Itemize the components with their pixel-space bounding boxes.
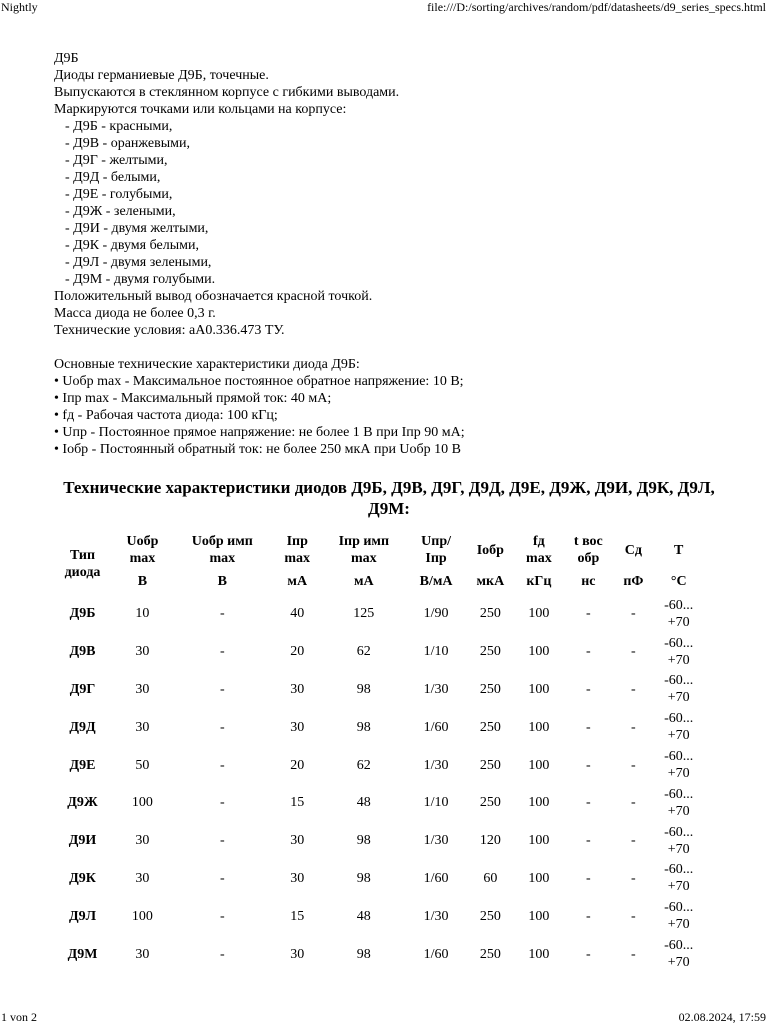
table-cell: - xyxy=(631,644,636,660)
table-cell: 20 xyxy=(290,644,305,660)
table-cell: 250 xyxy=(479,908,501,924)
diode-type-cell: Д9М xyxy=(67,946,98,962)
diode-type-cell: Д9Д xyxy=(69,719,96,735)
marking-item: - Д9К - двумя белыми, xyxy=(65,238,199,253)
marking-list xyxy=(54,118,734,288)
marking-item: - Д9Е - голубыми, xyxy=(65,187,173,202)
column-unit: пФ xyxy=(623,573,644,589)
table-cell: 1/90 xyxy=(423,606,449,622)
column-header: t вос обр xyxy=(573,534,603,566)
table-cell: 1/30 xyxy=(423,681,449,697)
table-cell: - xyxy=(586,644,591,660)
table-cell: 1/10 xyxy=(423,795,449,811)
diode-type-cell: Д9Ж xyxy=(67,795,98,811)
column-header: Тип диода xyxy=(64,548,101,580)
table-cell: - xyxy=(631,870,636,886)
table-cell: 48 xyxy=(356,908,371,924)
print-header-url: file:///D:/sorting/archives/random/pdf/datasheets/d9_series_specs.html xyxy=(427,0,766,14)
table-cell: 250 xyxy=(479,757,501,773)
intro-note: Масса диода не более 0,3 г. xyxy=(54,306,216,321)
column-header: Uобр max xyxy=(126,534,159,566)
marking-item: - Д9В - оранжевыми, xyxy=(65,136,190,151)
print-footer-page: 1 von 2 xyxy=(1,1010,37,1024)
marking-item: - Д9М - двумя голубыми. xyxy=(65,272,216,287)
column-header: Iпр max xyxy=(284,534,311,566)
document-body xyxy=(54,50,734,458)
table-cell: 1/30 xyxy=(423,757,449,773)
table-cell: 1/10 xyxy=(423,644,449,660)
table-cell: -60... +70 xyxy=(664,749,694,782)
table-cell: - xyxy=(586,795,591,811)
diode-type-cell: Д9И xyxy=(68,833,97,849)
intro-notes xyxy=(54,288,734,339)
table-cell: 100 xyxy=(528,946,550,962)
table-cell: - xyxy=(586,908,591,924)
table-cell: 98 xyxy=(356,870,371,886)
table-cell: -60... +70 xyxy=(664,862,694,895)
column-header: Сд xyxy=(624,542,642,558)
table-cell: - xyxy=(631,833,636,849)
characteristic-item: • Uобр max - Максимальное постоянное обратное напряжение: 10 В; xyxy=(54,374,464,389)
column-unit: мкА xyxy=(476,573,505,589)
table-cell: 100 xyxy=(528,719,550,735)
intro-line: Д9Б xyxy=(54,51,79,66)
table-cell: -60... +70 xyxy=(664,597,694,630)
table-cell: 120 xyxy=(479,833,501,849)
table-cell: - xyxy=(586,833,591,849)
table-cell: 100 xyxy=(528,681,550,697)
table-cell: 125 xyxy=(353,606,375,622)
column-unit: нс xyxy=(581,573,596,589)
table-cell: 50 xyxy=(135,757,150,773)
table-title: Технические характеристики диодов Д9Б, Д9В, Д9Г, Д9Д, Д9Е, Д9Ж, Д9И, Д9К, Д9Л, Д9М: xyxy=(63,478,715,518)
table-cell: 250 xyxy=(479,681,501,697)
table-cell: - xyxy=(631,795,636,811)
table-cell: - xyxy=(219,681,225,697)
table-cell: -60... +70 xyxy=(664,711,694,744)
diode-type-cell: Д9К xyxy=(69,870,96,886)
table-cell: 100 xyxy=(528,908,550,924)
table-cell: - xyxy=(219,908,225,924)
table-cell: 250 xyxy=(479,946,501,962)
marking-item: - Д9И - двумя желтыми, xyxy=(65,221,209,236)
characteristic-item: • fд - Рабочая частота диода: 100 кГц; xyxy=(54,408,278,423)
table-cell: - xyxy=(631,757,636,773)
marking-item: - Д9Ж - зелеными, xyxy=(65,204,176,219)
table-cell: 60 xyxy=(483,870,498,886)
table-cell: 100 xyxy=(528,606,550,622)
diode-type-cell: Д9Г xyxy=(69,681,96,697)
characteristics-heading: Основные технические характеристики диода Д9Б: xyxy=(54,357,360,372)
table-cell: 20 xyxy=(290,757,305,773)
table-header-row xyxy=(51,533,705,567)
table-cell: -60... +70 xyxy=(664,824,694,857)
table-cell: 30 xyxy=(135,719,150,735)
table-cell: - xyxy=(631,946,636,962)
table-cell: - xyxy=(631,908,636,924)
table-cell: 1/30 xyxy=(423,908,449,924)
table-cell: -60... +70 xyxy=(664,900,694,933)
table-cell: - xyxy=(219,606,225,622)
intro-note: Технические условия: аА0.336.473 ТУ. xyxy=(54,323,285,338)
table-cell: 100 xyxy=(528,644,550,660)
table-cell: 30 xyxy=(135,681,150,697)
column-header: fд max xyxy=(526,534,552,566)
table-cell: 100 xyxy=(528,757,550,773)
marking-item: - Д9Д - белыми, xyxy=(65,170,161,185)
marking-item: - Д9Г - желтыми, xyxy=(65,153,168,168)
table-cell: 30 xyxy=(290,681,305,697)
table-units-row xyxy=(51,567,705,595)
table-cell: 100 xyxy=(131,795,153,811)
table-row xyxy=(51,671,705,709)
table-cell: - xyxy=(219,946,225,962)
table-cell: - xyxy=(219,795,225,811)
table-cell: 15 xyxy=(290,908,305,924)
column-header: Uобр имп max xyxy=(191,534,253,566)
print-footer-datetime: 02.08.2024, 17:59 xyxy=(678,1010,766,1024)
table-cell: 30 xyxy=(135,833,150,849)
table-cell: 10 xyxy=(135,606,150,622)
table-cell: -60... +70 xyxy=(664,635,694,668)
intro-line: Выпускаются в стеклянном корпусе с гибкими выводами. xyxy=(54,85,400,100)
specs-table xyxy=(51,533,705,973)
table-cell: 100 xyxy=(528,833,550,849)
table-cell: 30 xyxy=(290,833,305,849)
table-cell: 40 xyxy=(290,606,305,622)
table-cell: 30 xyxy=(290,870,305,886)
table-row xyxy=(51,708,705,746)
table-cell: - xyxy=(586,681,591,697)
column-header: Т xyxy=(674,542,684,558)
marking-item: - Д9Б - красными, xyxy=(65,119,173,134)
table-cell: 62 xyxy=(356,644,371,660)
table-cell: 250 xyxy=(479,795,501,811)
table-cell: 98 xyxy=(356,946,371,962)
table-cell: 250 xyxy=(479,644,501,660)
table-cell: 48 xyxy=(356,795,371,811)
characteristic-item: • Iпр max - Максимальный прямой ток: 40 мА; xyxy=(54,391,332,406)
table-cell: - xyxy=(586,719,591,735)
intro-section xyxy=(54,50,734,118)
table-cell: 100 xyxy=(528,795,550,811)
table-cell: 30 xyxy=(135,946,150,962)
table-cell: - xyxy=(219,870,225,886)
table-cell: 1/60 xyxy=(423,946,449,962)
spacer xyxy=(54,339,734,356)
column-unit: В xyxy=(217,573,227,589)
table-cell: 15 xyxy=(290,795,305,811)
column-unit: В xyxy=(137,573,148,589)
table-cell: - xyxy=(219,719,225,735)
table-cell: 98 xyxy=(356,681,371,697)
table-cell: - xyxy=(586,870,591,886)
table-cell: 1/30 xyxy=(423,833,449,849)
table-cell: 30 xyxy=(290,946,305,962)
table-cell: 30 xyxy=(135,644,150,660)
table-row xyxy=(51,746,705,784)
table-cell: 1/60 xyxy=(423,719,449,735)
diode-type-cell: Д9Е xyxy=(69,757,96,773)
table-row xyxy=(51,935,705,973)
diode-type-cell: Д9В xyxy=(69,644,96,660)
print-header-app: Nightly xyxy=(1,0,38,14)
column-unit: мА xyxy=(287,573,308,589)
column-header: Uпр/ Iпр xyxy=(421,534,451,566)
table-row xyxy=(51,784,705,822)
table-cell: 30 xyxy=(135,870,150,886)
characteristic-item: • Iобр - Постоянный обратный ток: не более 250 мкА при Uобр 10 В xyxy=(54,442,462,457)
table-cell: - xyxy=(586,946,591,962)
diode-type-cell: Д9Л xyxy=(68,908,97,924)
table-cell: -60... +70 xyxy=(664,673,694,706)
table-cell: - xyxy=(631,606,636,622)
table-cell: - xyxy=(631,719,636,735)
table-body xyxy=(51,595,705,973)
table-cell: 62 xyxy=(356,757,371,773)
intro-line: Маркируются точками или кольцами на корпусе: xyxy=(54,102,347,117)
column-unit: кГц xyxy=(526,573,552,589)
table-cell: - xyxy=(631,681,636,697)
table-cell: - xyxy=(219,757,225,773)
table-cell: 250 xyxy=(479,606,501,622)
table-cell: 1/60 xyxy=(423,870,449,886)
characteristic-item: • Uпр - Постоянное прямое напряжение: не более 1 В при Iпр 90 мА; xyxy=(54,425,465,440)
table-cell: - xyxy=(219,644,225,660)
characteristics-list xyxy=(54,373,734,458)
table-cell: 98 xyxy=(356,719,371,735)
table-cell: - xyxy=(586,757,591,773)
table-cell: -60... +70 xyxy=(664,938,694,971)
column-unit: °С xyxy=(670,573,687,589)
diode-type-cell: Д9Б xyxy=(69,606,96,622)
table-row xyxy=(51,633,705,671)
column-header: Iпр имп max xyxy=(338,534,390,566)
column-header: Iобр xyxy=(476,542,504,558)
table-cell: 100 xyxy=(528,870,550,886)
table-row xyxy=(51,897,705,935)
marking-item: - Д9Л - двумя зелеными, xyxy=(65,255,212,270)
table-row xyxy=(51,595,705,633)
intro-note: Положительный вывод обозначается красной точкой. xyxy=(54,289,373,304)
column-unit: мА xyxy=(353,573,374,589)
table-cell: 98 xyxy=(356,833,371,849)
table-cell: - xyxy=(586,606,591,622)
table-cell: 250 xyxy=(479,719,501,735)
table-cell: 100 xyxy=(131,908,153,924)
table-cell: -60... +70 xyxy=(664,786,694,819)
intro-line: Диоды германиевые Д9Б, точечные. xyxy=(54,68,269,83)
table-row xyxy=(51,822,705,860)
column-unit: В/мА xyxy=(419,573,453,589)
table-cell: - xyxy=(219,833,225,849)
table-cell: 30 xyxy=(290,719,305,735)
table-row xyxy=(51,860,705,898)
